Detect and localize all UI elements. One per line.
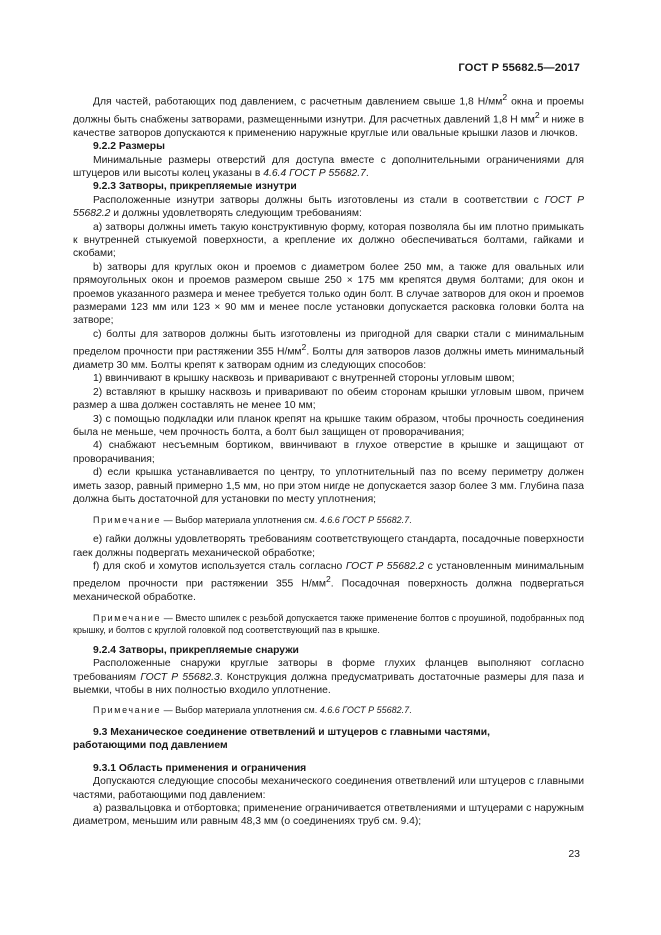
body-paragraph: Для частей, работающих под давлением, с расчетным давлением свыше 1,8 $Н/мм^2$ окна и проемы должны быть снабжены затворами, размещенными изнутри. Для расчетных давлений 1,8 Н $мм^2$ и ниже в качестве затворов допускаются к применению наружные круглые или овальные крышки лазов и лючков. (73, 92, 584, 139)
body-paragraph: 2) вставляют в крышку насквозь и приваривают по обеим сторонам крышки угловым швом, причем размер а шва должен составлять не менее 10 мм; (73, 386, 584, 412)
body-paragraph: 3) с помощью подкладки или планок крепят на крышке таким образом, чтобы прочность соединения была не меньше, чем прочность болта, а болт был защищен от проворачивания; (73, 413, 584, 439)
section-heading: 9.3 Механическое соединение ответвлений и штуцеров с главными частями, работающими под давлением (73, 726, 490, 752)
body-paragraph: Допускаются следующие способы механического соединения ответвлений или штуцеров с главными частями, работающими под давлением: (73, 776, 584, 801)
document-body (73, 91, 584, 829)
body-paragraph: Расположенные снаружи круглые затворы в форме глухих фланцев выполняют согласно требованиям ГОСТ Р 55682.3. Конструкция должна предусматривать достаточные размеры для паза и выемки, чтобы в них полностью входило уплотнение. (73, 658, 585, 696)
section-heading: 9.3.1 Область применения и ограничения (93, 762, 307, 774)
body-paragraph: b) затворы для круглых окон и проемов с диаметром более 250 мм, а также для овальных или прямоугольных окон и проемов размером свыше 250 × 175 мм крепятся двумя болтами; для окон и проемов указанного размера и менее требуется только один болт. В случае затворов для окон и проемов размерами 123 мм или 123 × 90 мм и менее после установки допускается расковка головки болта на затворе; (73, 261, 584, 327)
body-paragraph: d) если крышка устанавливается по центру, то уплотнительный паз по всему периметру должен иметь зазор, равный примерно 1,5 мм, но при этом нигде не допускается зазор более 3 мм. Глубина паза должна быть достаточной для установки по месту уплотнения; (73, 467, 584, 506)
note-paragraph: Примечание — Вместо шпилек с резьбой допускается также применение болтов с проушиной, подобранных под крышку, и болтов с круглой головкой под соответствующий паз в крышке. (73, 612, 584, 636)
section-heading: 9.2.4 Затворы, прикрепляемые снаружи (93, 644, 299, 656)
body-paragraph: а) затворы должны иметь такую конструктивную форму, которая позволяла бы им плотно примыкать к внутренней стыкуемой поверхности, а крепление их должно обеспечиваться болтами, гайками и скобами; (73, 221, 584, 260)
section-heading: 9.2.2 Размеры (93, 141, 165, 153)
body-paragraph: с) болты для затворов должны быть изготовлены из пригодной для сварки стали с минимальным пределом прочности при растяжении 355 $Н/мм^2$. Болты для затворов лазов должны иметь минимальный диаметр 30 мм. Болты крепят к затворам одним из следующих способов: (73, 328, 584, 372)
body-paragraph: е) гайки должны удовлетворять требованиям соответствующего стандарта, посадочные поверхности гаек должны подвергать механической обработке; (73, 534, 584, 559)
note-paragraph: Примечание — Выбор материала уплотнения см. 4.6.6 ГОСТ Р 55682.7. (93, 705, 412, 716)
body-paragraph: f) для скоб и хомутов используется сталь согласно ГОСТ Р 55682.2 с установленным минимальным пределом прочности при растяжении 355 $Н/мм^2$. Посадочная поверхность должна подвергаться механической обработке. (73, 560, 585, 604)
body-paragraph: а) развальцовка и отбортовка; применение ограничивается ответвлениями и штуцерами с наружным диаметром, меньшим или равным 48,3 мм (о соединениях труб см. 9.4); (73, 803, 584, 828)
body-paragraph: Расположенные изнутри затворы должны быть изготовлены из стали в соответствии с ГОСТ Р 55682.2 и должны удовлетворять следующим требованиям: (73, 194, 584, 220)
body-paragraph: 1) ввинчивают в крышку насквозь и приваривают с внутренней стороны угловым швом; (93, 373, 515, 385)
section-heading: 9.2.3 Затворы, прикрепляемые изнутри (93, 181, 297, 193)
page-number: 23 (568, 848, 580, 860)
document-header: ГОСТ Р 55682.5—2017 (458, 62, 580, 74)
note-paragraph: Примечание — Выбор материала уплотнения см. 4.6.6 ГОСТ Р 55682.7. (93, 514, 412, 525)
body-paragraph: 4) снабжают несъемным бортиком, ввинчивают в глухое отверстие в крышке и защищают от проворачивания; (73, 440, 584, 465)
body-paragraph: Минимальные размеры отверстий для доступа вместе с дополнительными ограничениями для штуцеров или высоты колец указаны в 4.6.4 ГОСТ Р 55682.7. (73, 154, 584, 179)
